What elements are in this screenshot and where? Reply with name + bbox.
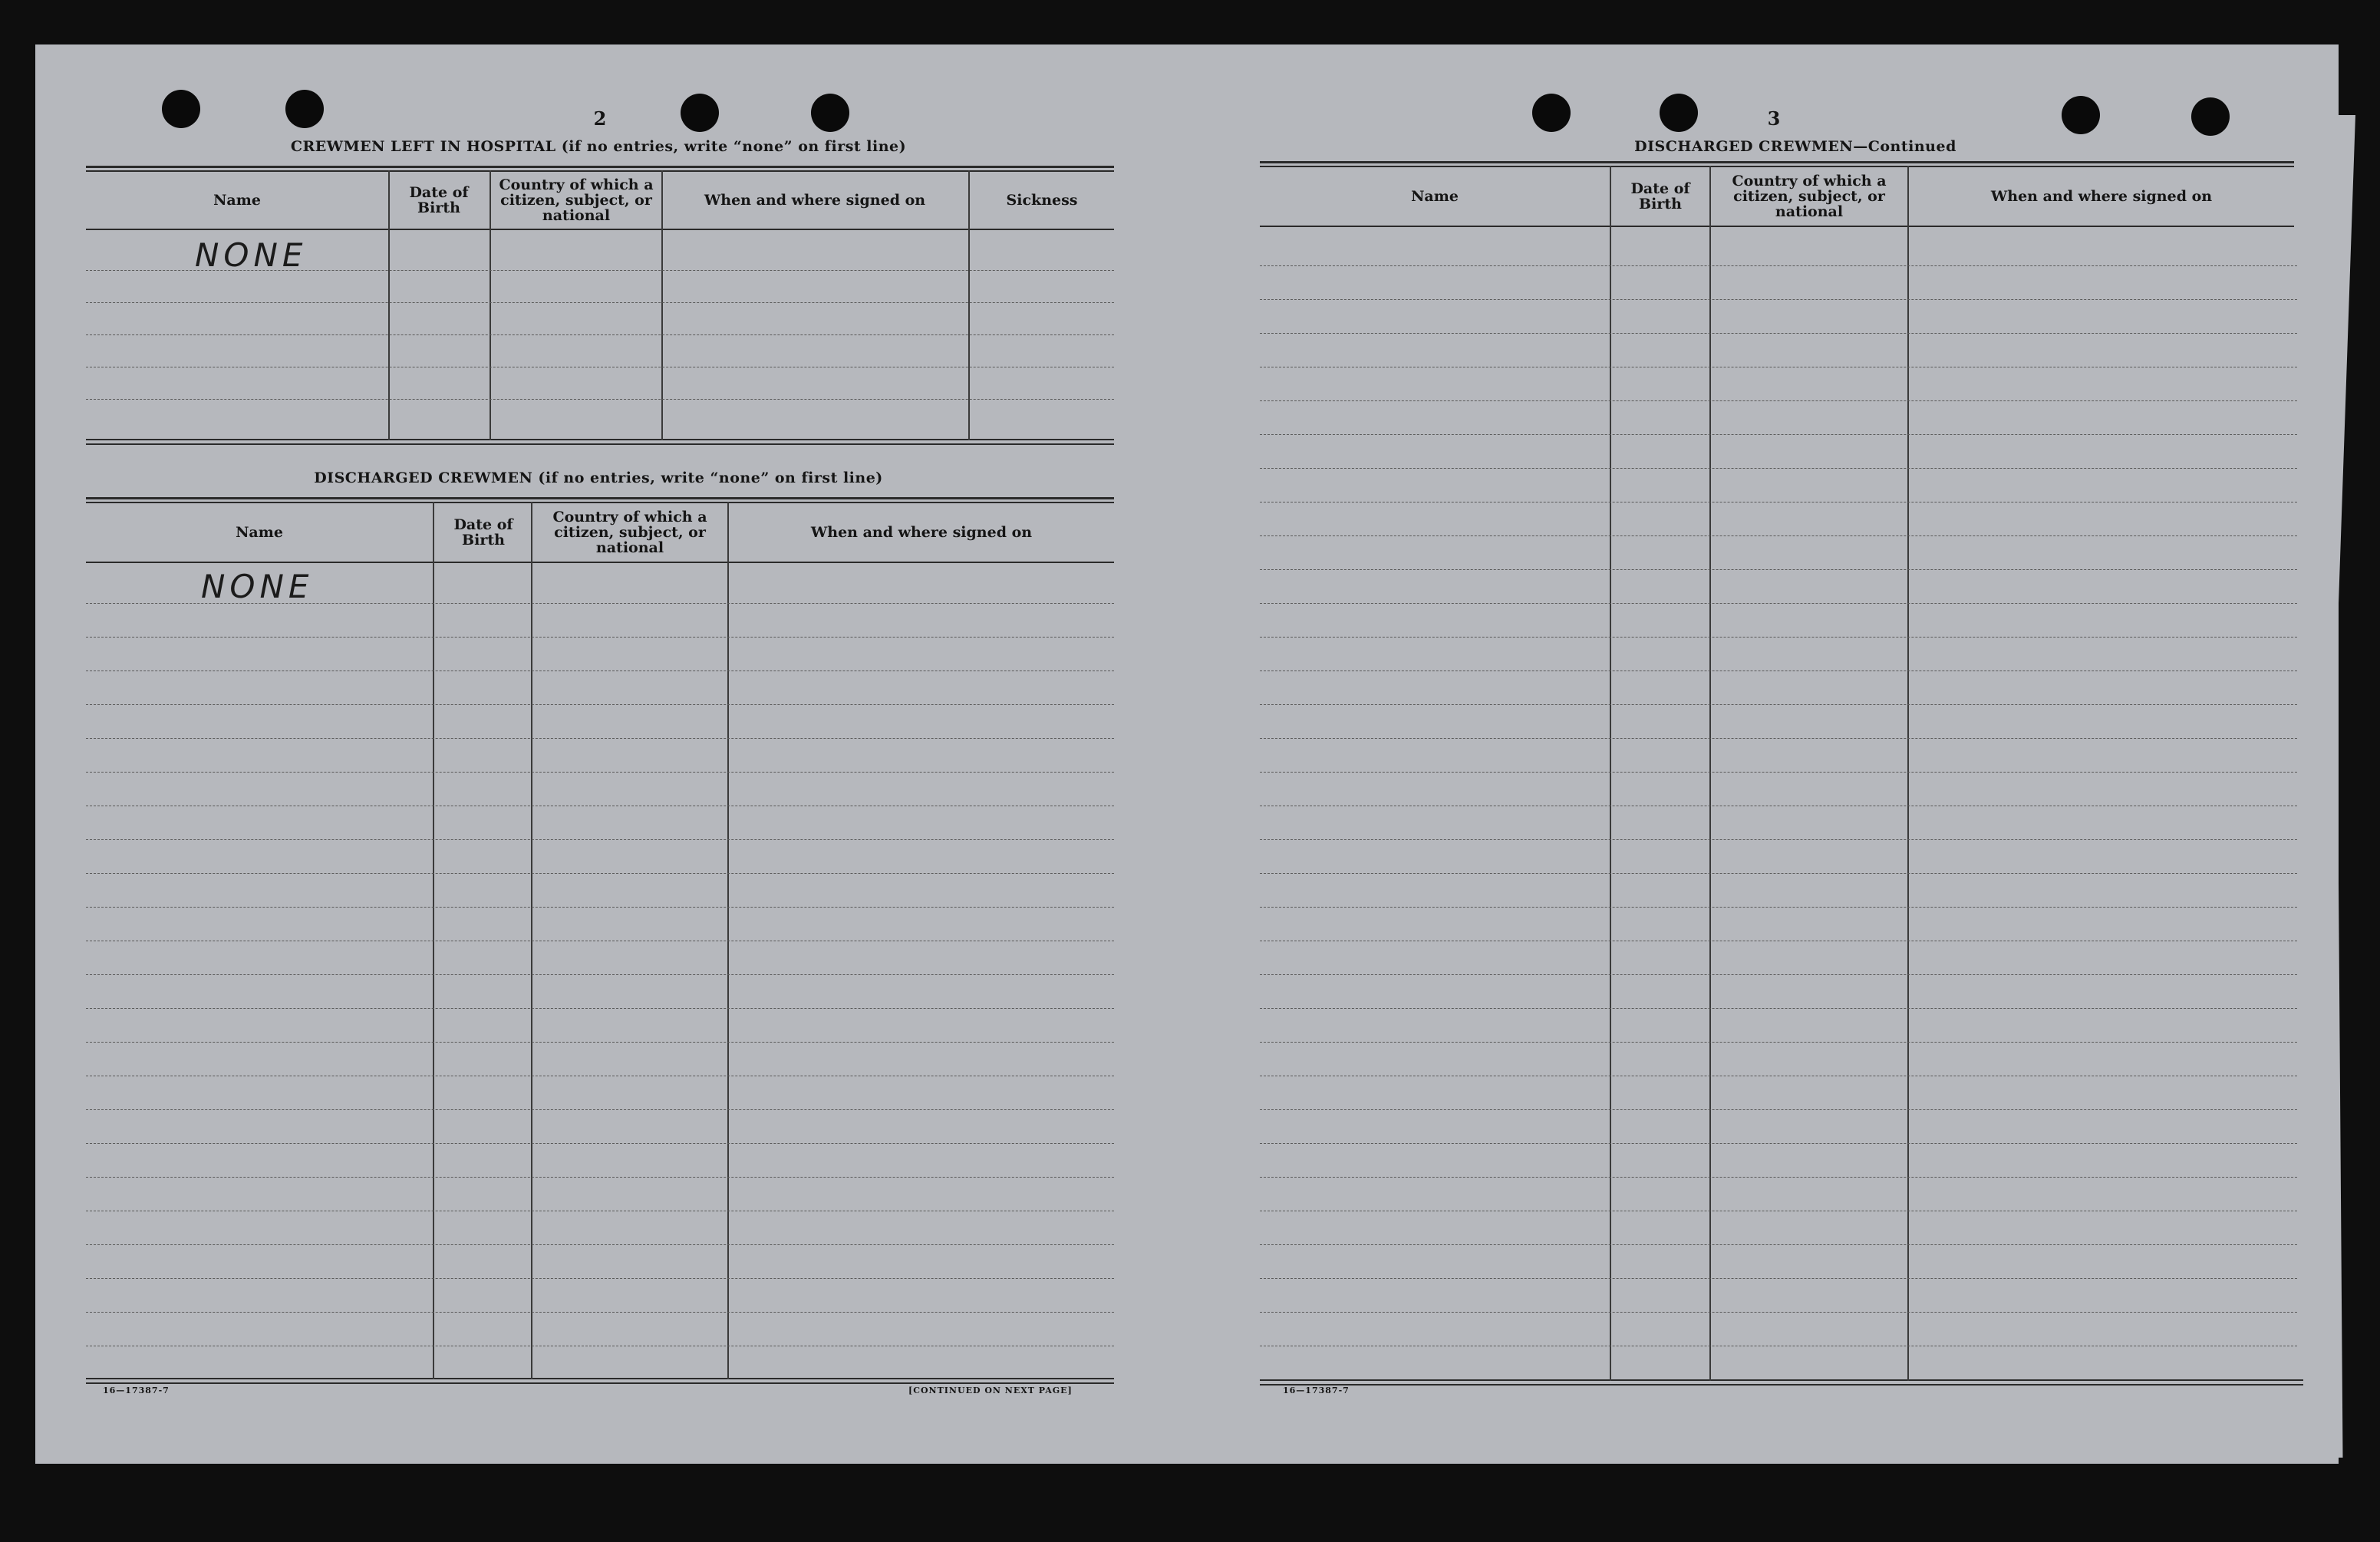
hospital-entry-none: NONE bbox=[195, 236, 308, 274]
document-sheet bbox=[35, 44, 2339, 1464]
discharged-col-country: Country of which a citizen, subject, or national bbox=[552, 509, 707, 556]
punch-hole bbox=[285, 90, 324, 128]
discharged-col-name: Name bbox=[236, 524, 283, 541]
page-number-left: 2 bbox=[593, 107, 607, 130]
punch-hole bbox=[1532, 94, 1571, 132]
punch-hole bbox=[1660, 94, 1698, 132]
hospital-col-country: Country of which a citizen, subject, or national bbox=[499, 176, 654, 224]
discharged-col-date-of-birth: Date of Birth bbox=[453, 516, 513, 549]
hospital-col-signed-on: When and where signed on bbox=[704, 192, 926, 209]
hospital-section-title: CREWMEN LEFT IN HOSPITAL (if no entries, write “none” on first line) bbox=[290, 138, 907, 155]
continued-note: [CONTINUED ON NEXT PAGE] bbox=[908, 1385, 1073, 1395]
hospital-col-sickness: Sickness bbox=[1006, 192, 1078, 209]
continued-col-date-of-birth: Date of Birth bbox=[1630, 180, 1690, 213]
continued-col-country: Country of which a citizen, subject, or national bbox=[1732, 173, 1887, 220]
discharged-continued-title: DISCHARGED CREWMEN—Continued bbox=[1634, 138, 1956, 155]
discharged-entry-none: NONE bbox=[201, 568, 314, 605]
document-sheet-edge bbox=[2271, 115, 2355, 1458]
punch-hole bbox=[811, 94, 849, 132]
hospital-col-name: Name bbox=[213, 192, 261, 209]
continued-col-signed-on: When and where signed on bbox=[1990, 188, 2213, 205]
form-number-left: 16—17387-7 bbox=[103, 1385, 170, 1395]
discharged-section-title: DISCHARGED CREWMEN (if no entries, write “none” on first line) bbox=[314, 470, 883, 486]
punch-hole bbox=[2062, 96, 2100, 134]
page-number-right: 3 bbox=[1767, 107, 1781, 130]
punch-hole bbox=[681, 94, 719, 132]
punch-hole bbox=[162, 90, 200, 128]
discharged-col-signed-on: When and where signed on bbox=[810, 524, 1033, 541]
punch-hole bbox=[2191, 97, 2230, 136]
continued-col-name: Name bbox=[1411, 188, 1459, 205]
form-number-right: 16—17387-7 bbox=[1283, 1385, 1350, 1395]
hospital-col-date-of-birth: Date of Birth bbox=[409, 184, 469, 216]
